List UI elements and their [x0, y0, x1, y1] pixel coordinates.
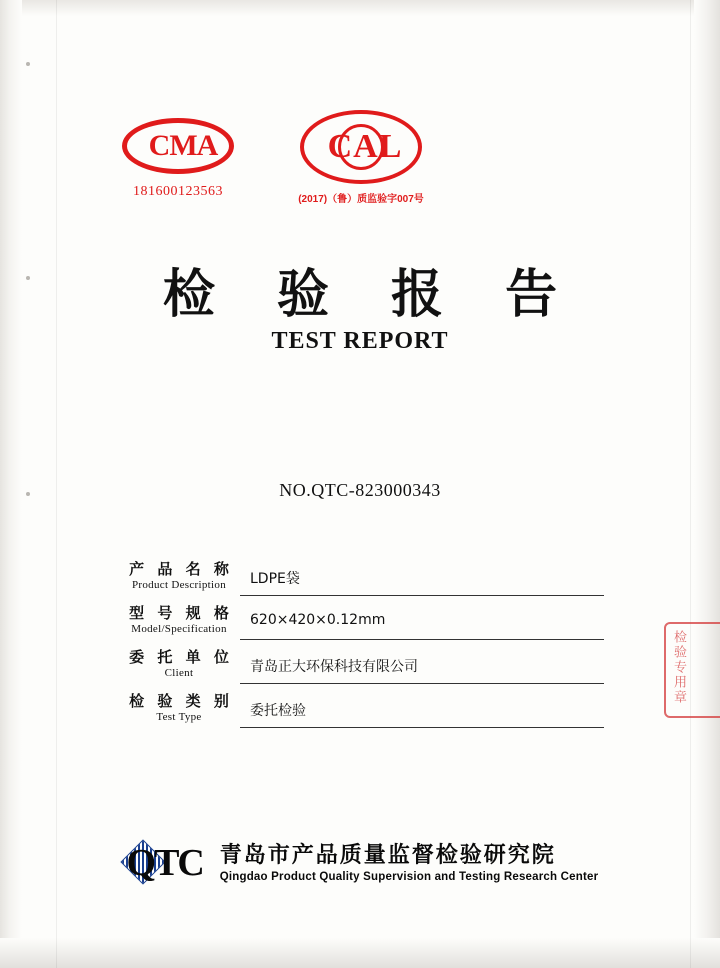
cma-mark	[118, 118, 238, 200]
field-label-en: Client	[164, 667, 194, 679]
field-label-client	[118, 649, 240, 684]
field-row	[118, 640, 604, 684]
report-title-en: TEST REPORT	[271, 328, 449, 354]
field-label-cn: 产 品 名 称	[129, 560, 233, 578]
cma-ellipse-icon	[122, 118, 234, 174]
cma-letters: CMA	[148, 129, 218, 162]
field-label-cn: 委 托 单 位	[129, 648, 233, 666]
field-label-cn: 检 验 类 别	[129, 692, 233, 710]
cal-mark	[296, 110, 426, 205]
cal-certificate-number: (2017)（鲁）质监验字007号	[298, 194, 424, 205]
punch-mark-top	[26, 62, 30, 66]
institute-footer	[0, 838, 720, 900]
accreditation-marks	[0, 118, 720, 228]
field-label-cn: 型 号 规 格	[129, 604, 233, 622]
institute-name-en: Qingdao Product Quality Supervision and Testing Research Center	[219, 871, 599, 883]
field-label-en: Model/Specification	[131, 623, 227, 635]
qtc-logo-text: QTC	[126, 842, 203, 884]
field-row	[118, 596, 604, 640]
field-label-en: Test Type	[156, 711, 202, 723]
report-number: NO.QTC-823000343	[279, 480, 441, 500]
cal-letters: CAL	[327, 128, 403, 165]
seal-text: 检验专用章	[671, 630, 686, 705]
scan-edge-top	[0, 0, 720, 16]
field-label-test-type	[118, 693, 240, 728]
report-title-cn: 检 验 报 告	[162, 264, 580, 325]
field-value-product-description: LDPE袋	[240, 568, 604, 596]
field-label-en: Product Description	[132, 579, 226, 591]
field-label-product-description	[118, 561, 240, 596]
field-row	[118, 684, 604, 728]
red-seal-stamp	[664, 622, 720, 718]
field-value-model-specification: 620×420×0.12mm	[240, 612, 604, 640]
scan-edge-bottom	[0, 938, 720, 968]
field-value-client: 青岛正大环保科技有限公司	[240, 656, 604, 684]
institute-names	[220, 841, 599, 885]
field-row	[118, 552, 604, 596]
cma-certificate-number: 181600123563	[133, 184, 223, 199]
cal-ellipse-icon	[300, 110, 422, 184]
field-label-model-specification	[118, 605, 240, 640]
report-fields	[118, 552, 604, 728]
institute-name-cn: 青岛市产品质量监督检验研究院	[219, 842, 556, 868]
qtc-logo-icon	[122, 838, 208, 888]
field-value-test-type: 委托检验	[240, 700, 604, 728]
